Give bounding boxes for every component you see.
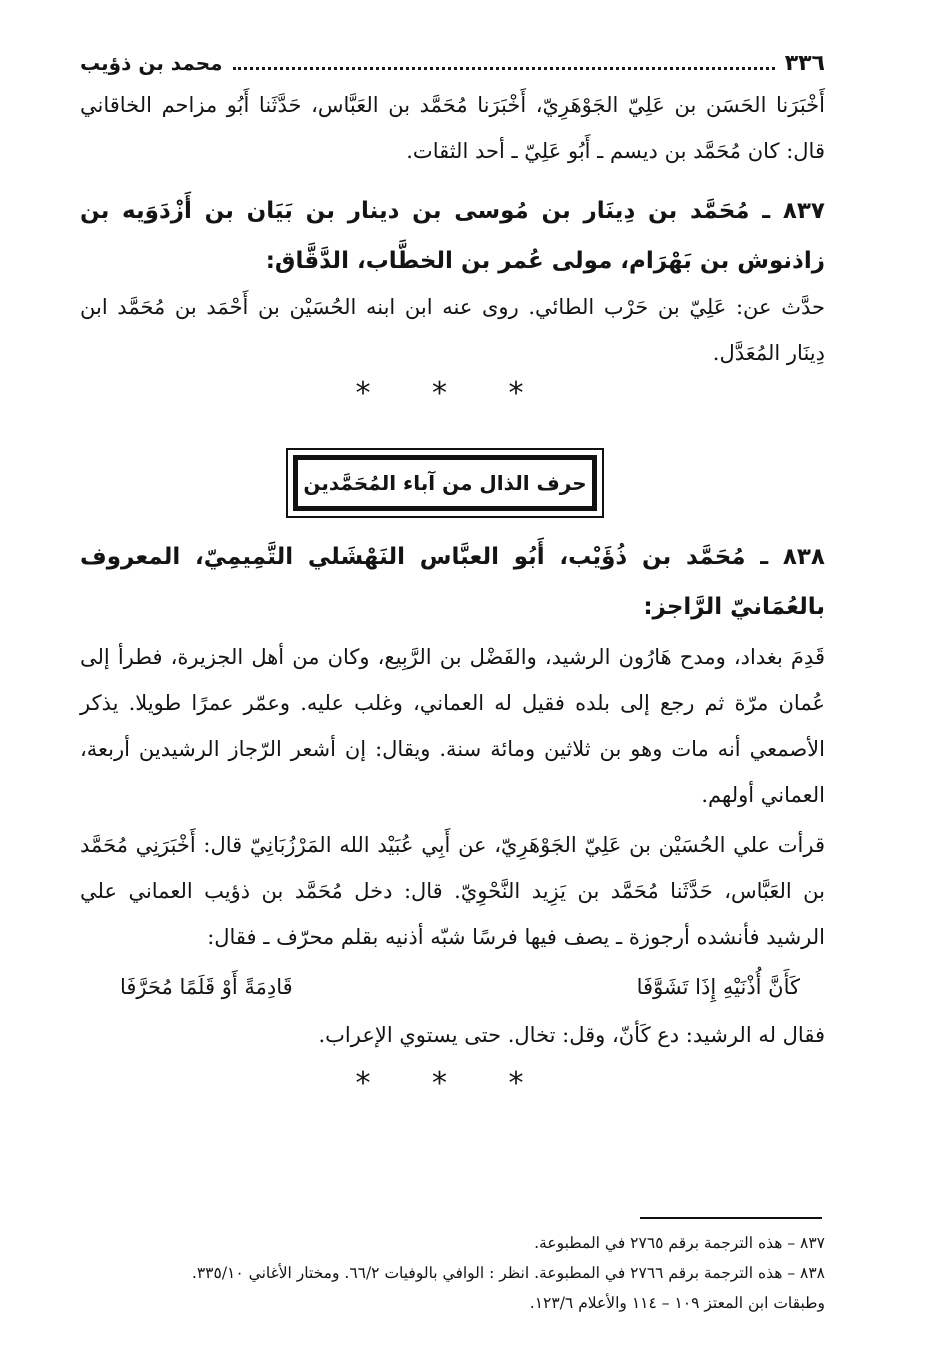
section-title: حرف الذال من آباء المُحَمَّدين [293, 455, 597, 511]
entry-838-heading-text: مُحَمَّد بن ذُؤَيْب، أَبُو العبَّاس النَهْشَلي التَّمِيمِيّ، المعروف بالعُمَانيّ الرَّاجز: [80, 544, 825, 620]
entry-837-paragraph: حدَّث عن: عَلِيّ بن حَرْب الطائي. روى عنه ابن ابنه الحُسَيْن بن أَحْمَد بن مُحَمَّد ابن دِينَار المُعَدَّل. [80, 295, 825, 365]
footnote-divider [640, 1217, 822, 1219]
running-header [80, 46, 825, 80]
entry-838-number: ٨٣٨ [782, 544, 825, 570]
poem-verse [120, 966, 800, 1008]
entry-838-paragraph-2: قرأت علي الحُسَيْن بن عَلِيّ الجَوْهَرِيّ، عن أَبِي عُبَيْد الله المَرْزُبَانِيّ قال: أَخْبَرَنِي مُحَمَّد بن العَبَّاس، حَدَّثَنا مُحَمَّد بن يَزِيد النَّحْوِيّ. قال: دخل مُحَمَّد بن ذؤيب العماني علي الرشيد فأنشده أرجوزة ـ يصف فيها فرسًا شبّه أذنيه بقلم محرّف ـ فقال: [80, 833, 825, 949]
footnote-838: ٨٣٨ – هذه الترجمة برقم ٢٧٦٦ في المطبوعة. انظر : الوافي بالوفيات ٦٦/٢. ومختار الأغاني ٣٣٥/١٠. [191, 1264, 825, 1282]
entry-837-heading-text: مُحَمَّد بن دِينَار بن مُوسى بن دينار بن بَيَان بن أَزْدَوَيه بن زاذنوش بن بَهْرَام، مولى عُمر بن الخطَّاب، الدَّقَّاق: [80, 198, 825, 274]
section-title-box [286, 448, 604, 518]
verse-first-hemistich: كَأَنَّ أُذْنَيْهِ إِذَا تَشَوَّفَا [636, 975, 800, 999]
entry-838-paragraph-3: فقال له الرشيد: دع كَأنّ، وقل: تخال. حتى يستوي الإعراب. [318, 1023, 825, 1047]
entry-838-paragraph-1: قَدِمَ بغداد، ومدح هَارُون الرشيد، والفَضْل بن الرَّبِيع، وكان من أهل الجزيرة، فطرأ إلى عُمان مرّة ثم رجع إلى بلده فقيل له العماني، وغلب عليه. وعمّر عمرًا طويلا. يذكر الأصمعي أنه مات وهو بن ثلاثين ومائة سنة. ويقال: إن أشعر الرّجاز الرشيدين أربعة، العماني أولهم. [80, 645, 825, 807]
entry-837-number: ٨٣٧ [782, 198, 825, 224]
footnote-837: ٨٣٧ – هذه الترجمة برقم ٢٧٦٥ في المطبوعة. [534, 1234, 825, 1252]
footnote-838-continued: وطبقات ابن المعتز ١٠٩ – ١١٤ والأعلام ١٢٣/٦. [529, 1294, 825, 1312]
footnotes [60, 1228, 825, 1318]
intro-paragraph: أَخْبَرَنا الحَسَن بن عَلِيّ الجَوْهَرِيّ، أَخْبَرَنا مُحَمَّد بن العَبَّاس، حَدَّثَنا أَبُو مزاحم الخاقاني قال: كان مُحَمَّد بن ديسم ـ أَبُو عَلِيّ ـ أحد الثقات. [80, 93, 825, 163]
running-title: محمد بن ذؤيب [80, 51, 223, 75]
separator-stars-2: * * * [355, 1066, 550, 1101]
separator-stars: * * * [355, 376, 550, 411]
verse-second-hemistich: قَادِمَةً أَوْ قَلَمًا مُحَرَّفَا [120, 975, 293, 999]
entry-838-heading: ٨٣٨ ـ مُحَمَّد بن ذُؤَيْب، أَبُو العبَّاس النَهْشَلي التَّمِيمِيّ، المعروف بالعُمَانيّ الرَّاجز: [80, 544, 825, 620]
page-number: ٣٣٦ [784, 50, 825, 76]
entry-837-heading: ٨٣٧ ـ مُحَمَّد بن دِينَار بن مُوسى بن دينار بن بَيَان بن أَزْدَوَيه بن زاذنوش بن بَهْرَام، مولى عُمر بن الخطَّاب، الدَّقَّاق: [80, 198, 825, 274]
header-dot-leader [233, 67, 775, 70]
